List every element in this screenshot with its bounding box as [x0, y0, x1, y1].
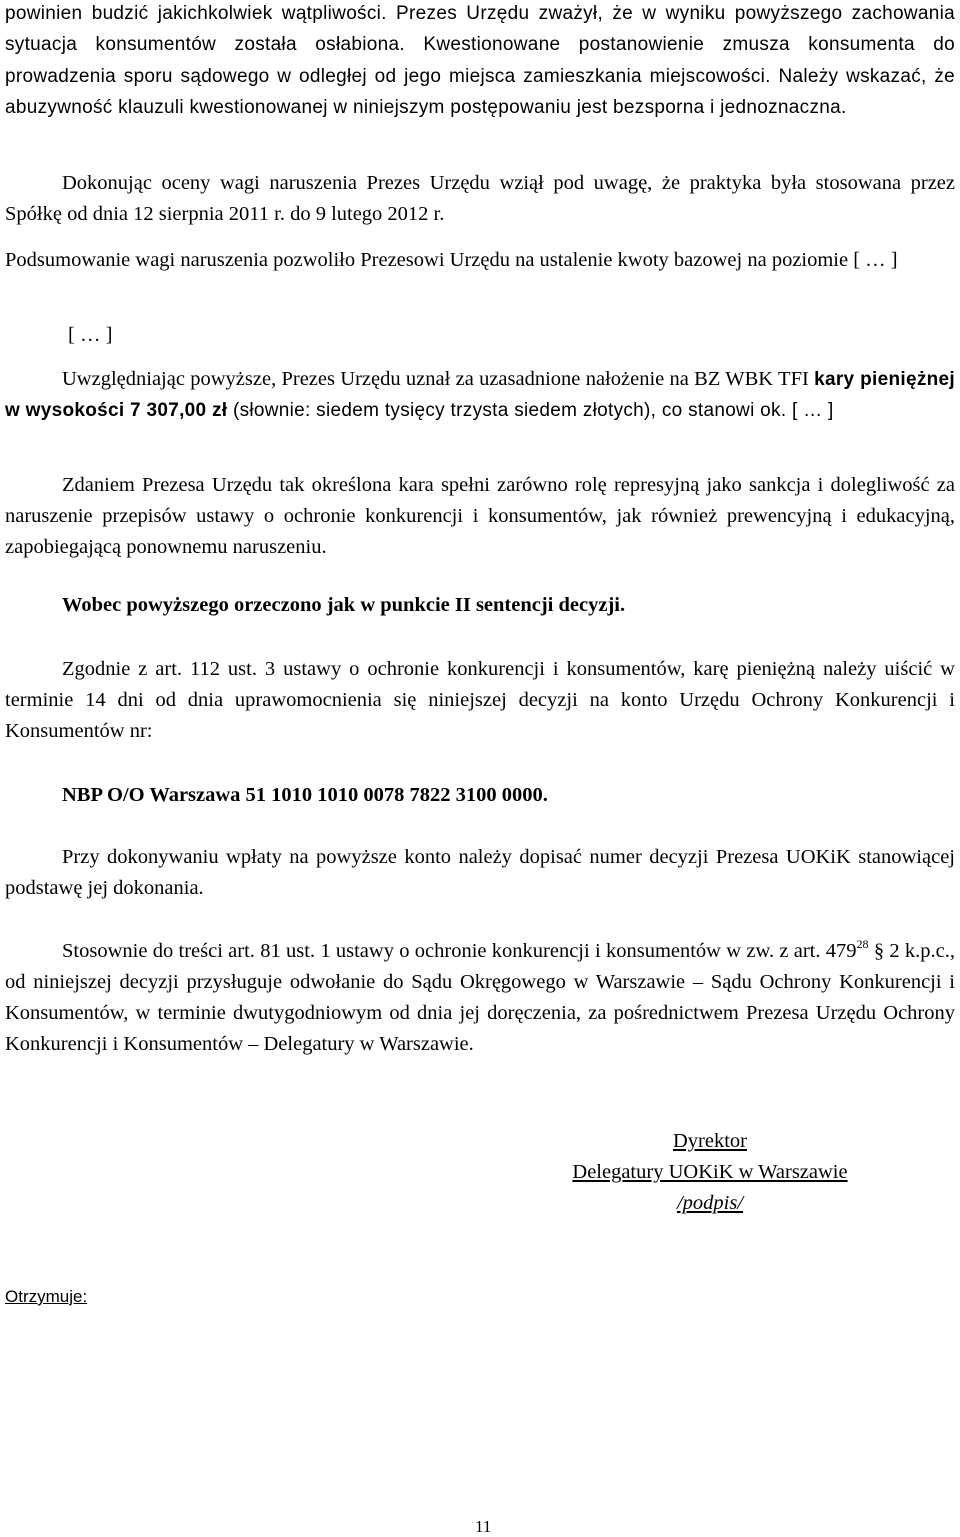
- appeal-body: § 2 k.p.c., od niniejszej decyzji przysługuje odwołanie do Sądu Okręgowego w Warszawie – Sądu Ochrony Konkurencji i Konsumentów, w terminie dwutygodniowym od dnia jej doręczenia, za pośrednictwem Prezesa Urzędu Ochrony Konkurencji i Konsumentów – Delegatury w Warszawie.: [5, 940, 955, 1055]
- paragraph-abusive-clause: powinien budzić jakichkolwiek wątpliwości. Prezes Urzędu zważył, że w wyniku powyższego zachowania sytuacja konsumentów została osłabiona. Kwestionowane postanowienie zmusza konsumenta do prowadzenia sporu sądowego w odległej od jego miejsca zamieszkania miejscowości. Należy wskazać, że abuzywność klauzuli kwestionowanej w niniejszym postępowaniu jest bezsporna i jednoznaczna.: [5, 3, 955, 118]
- penalty-amount: kary pieniężnej w wysokości 7 307,00 zł: [5, 369, 955, 421]
- penalty-intro: Uwzględniając powyższe, Prezes Urzędu uznał za uzasadnione nałożenie na BZ WBK TFI: [62, 368, 815, 390]
- paragraph-appeal: [5, 936, 955, 1060]
- ellipsis-omission: [ … ]: [68, 324, 113, 346]
- paragraph-ruling: Wobec powyższego orzeczono jak w punkcie II sentencji decyzji.: [62, 594, 626, 616]
- paragraph-penalty-purpose: Zdaniem Prezesa Urzędu tak określona kara spełni zarówno rolę represyjną jako sankcja i dolegliwość za naruszenie przepisów ustawy o ochronie konkurencji i konsumentów, jak również prewencyjną i edukacyjną, zapobiegającą ponownemu naruszeniu.: [5, 474, 955, 558]
- paragraph-payment-note: Przy dokonywaniu wpłaty na powyższe konto należy dopisać numer decyzji Prezesa UOKiK stanowiącej podstawę jej dokonania.: [5, 846, 955, 899]
- recipients-label: Otrzymuje:: [5, 1287, 88, 1306]
- paragraph-penalty: [5, 364, 955, 426]
- signature-sign: /podpis/: [676, 1192, 744, 1214]
- signature-office: Delegatury UOKiK w Warszawie: [572, 1161, 848, 1183]
- paragraph-base-amount: Podsumowanie wagi naruszenia pozwoliło Prezesowi Urzędu na ustalenie kwoty bazowej na poziomie [ … ]: [5, 249, 898, 271]
- penalty-words: (słownie: siedem tysięcy trzysta siedem złotych), co stanowi ok. [ … ]: [227, 400, 834, 421]
- paragraph-violation-weight: Dokonując oceny wagi naruszenia Prezes Urzędu wziął pod uwagę, że praktyka była stosowana przez Spółkę od dnia 12 sierpnia 2011 r. do 9 lutego 2012 r.: [5, 172, 955, 225]
- appeal-intro: Stosownie do treści art. 81 ust. 1 ustawy o ochronie konkurencji i konsumentów w zw. z art. 479: [62, 940, 857, 962]
- signature-block: [525, 1126, 895, 1219]
- bank-account-number: NBP O/O Warszawa 51 1010 1010 0078 7822 3100 0000.: [62, 784, 548, 806]
- article-superscript: 28: [856, 937, 869, 951]
- page-number: 11: [475, 1517, 492, 1536]
- signature-title: Dyrektor: [672, 1130, 747, 1152]
- paragraph-payment: Zgodnie z art. 112 ust. 3 ustawy o ochronie konkurencji i konsumentów, karę pieniężną należy uiścić w terminie 14 dni od dnia uprawomocnienia się niniejszej decyzji na konto Urzędu Ochrony Konkurencji i Konsumentów nr:: [5, 658, 955, 742]
